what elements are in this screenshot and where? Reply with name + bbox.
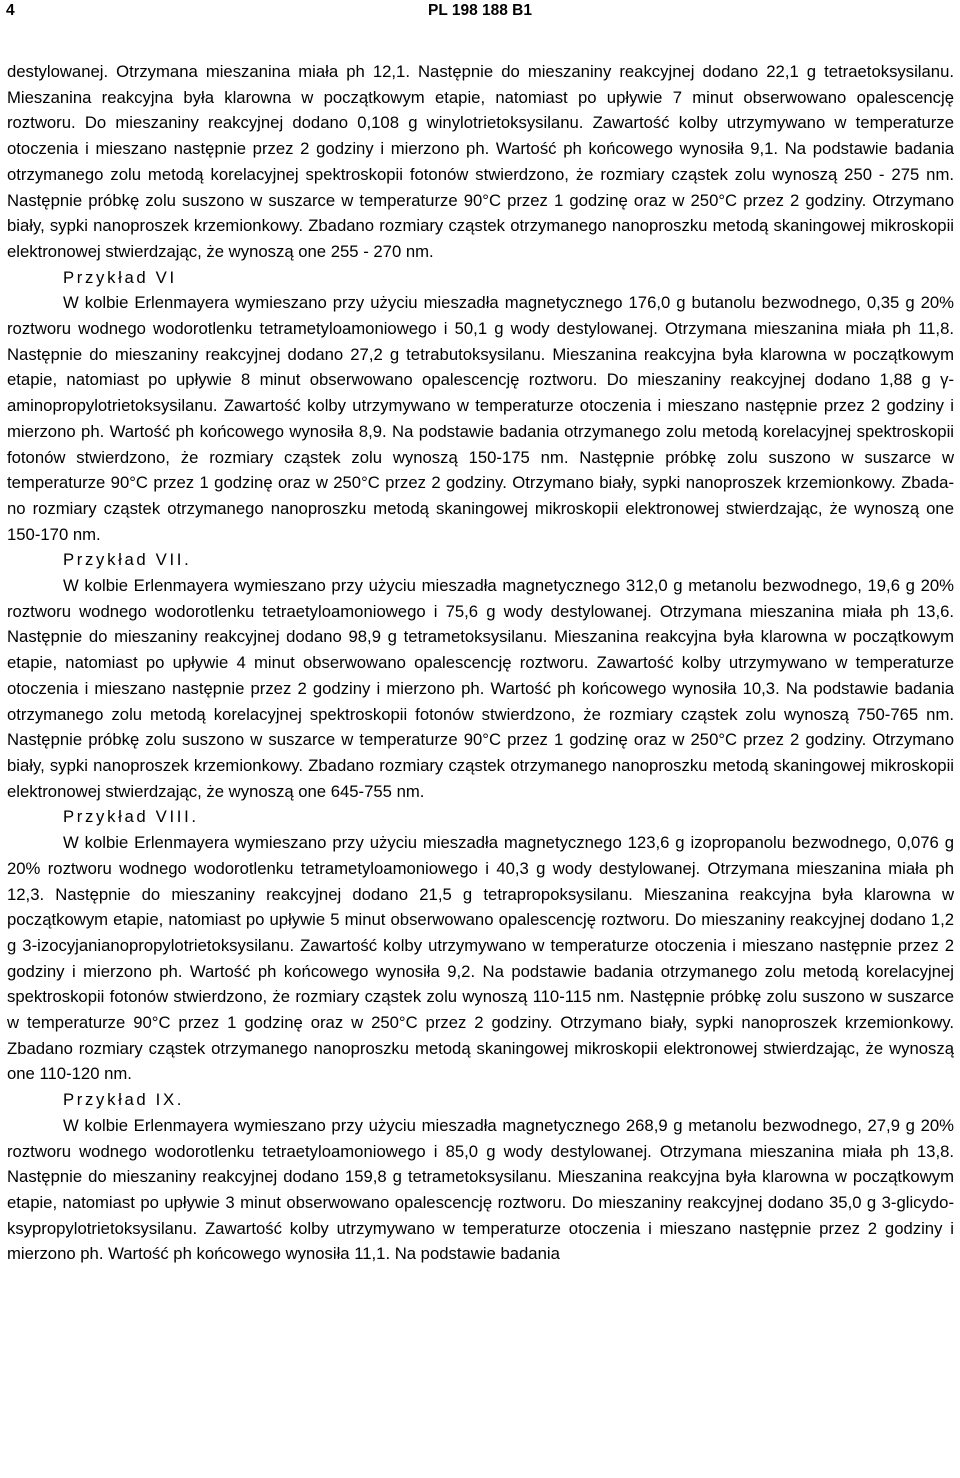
page-number: 4 — [6, 2, 15, 19]
example-paragraph: W kolbie Erlenmayera wymieszano przy użyciu mieszadła magnetycznego 312,0 g metanolu bezwodnego, 19,6 g 20% roztworu wodnego wodorotlenku tetraetyloamoniowego i 75,6 g wody destylowanej. Otrzymana mieszanina miała ph 13,6. Następnie do mieszaniny reakcyjnej dodano 98,9 g tetrametoksysilanu. Mieszanina reakcyjna była klarowna w początkowym etapie, natomiast po upływie 4 minut obserwowano opalescencję roztworu. Zawartość kolby utrzymywano w temperaturze otoczenia i mieszano następnie przez 2 godziny i mierzono ph. Wartość ph końcowego wynosiła 10,3. Na podstawie badania otrzymanego zolu metodą korelacyjnej spektroskopii fotonów stwierdzono, że rozmiary cząstek zolu wynoszą 750-765 nm. Następnie próbkę zolu suszono w suszarce w temperaturze 90°C przez 1 godzinę oraz w 250°C przez 2 godziny. Otrzymano biały, sypki nanoproszek krzemionkowy. Zbadano rozmiary cząstek otrzymanego nanoproszku metodą skaningowej mikroskopii elektronowej stwierdzając, że wynoszą one 645-755 nm. — [7, 576, 954, 801]
patent-number: PL 198 188 B1 — [428, 2, 532, 19]
example-heading: Przykład IX. — [63, 1090, 185, 1110]
example-heading: Przykład VII. — [63, 550, 192, 570]
example-paragraph: W kolbie Erlenmayera wymieszano przy użyciu mieszadła magnetycznego 123,6 g izopropanolu bezwodnego, 0,076 g 20% roztworu wodnego wodorotlenku tetrametyloamoniowego i 40,3 g wody destylowanej. Otrzymana mieszanina miała ph 12,3. Następnie do mieszaniny reakcyjnej dodano 21,5 g tetrapropoksysilanu. Mieszanina reakcyjna była klarowna w początkowym etapie, natomiast po upływie 5 minut obserwowano opalescencję roztworu. Do mieszaniny reakcyjnej dodano 1,2 g 3-izocyjanianopropylotrietoksysilanu. Zawartość kolby utrzymywano w temperaturze otoczenia i mieszano następnie przez 2 godziny i mierzono ph. Wartość ph końcowego wynosiła 9,2. Na podstawie badania otrzymanego zolu metodą korelacyjnej spektroskopii fotonów stwierdzono, że rozmiary cząstek zolu wynoszą 110-115 nm. Następnie próbkę zolu suszono w suszarce w temperaturze 90°C przez 1 godzinę oraz w 250°C przez 2 godziny. Otrzymano biały, sypki nanoproszek krzemionkowy. Zbadano rozmiary cząstek otrzymanego nanoproszku metodą skaningowej mikroskopii elektronowej stwierdzając, że wynoszą one 110-120 nm. — [7, 833, 954, 1084]
page-header — [6, 2, 954, 24]
document-body — [7, 59, 954, 1267]
example-paragraph: W kolbie Erlenmayera wymieszano przy użyciu mieszadła magnetycznego 268,9 g metanolu bezwodnego, 27,9 g 20% roztworu wodnego wodorotlenku tetraetyloamoniowego i 85,0 g wody destylowanej. Otrzymana mieszanina miała ph 13,8. Następnie do mieszaniny reakcyjnej dodano 159,8 g tetrametoksysilanu. Mieszanina reakcyjna była klarowna w początkowym etapie, natomiast po upływie 3 minut obserwowano opalescencję roztworu. Do mieszaniny reakcyjnej dodano 35,0 g 3-glicydoksypropylotrietoksysilanu. Zawartość kolby utrzymywano w temperaturze otoczenia i mieszano następnie przez 2 godziny i mierzono ph. Wartość ph końcowego wynosiła 11,1. Na podstawie badania — [7, 1115, 954, 1264]
example-heading: Przykład VI — [63, 267, 177, 287]
example-heading: Przykład VIII. — [63, 807, 199, 827]
continuation-paragraph: destylowanej. Otrzymana mieszanina miała ph 12,1. Następnie do mieszaniny reakcyjnej dodano 22,1 g tetraetoksysilanu. Mieszanina reakcyjna była klarowna w początkowym etapie, natomiast po upływie 7 minut obserwowano opalescencję roztworu. Do mieszaniny reakcyjnej dodano 0,108 g winylotrietoksysilanu. Zawartość kolby utrzymywano w temperaturze otoczenia i mieszano następnie przez 2 godziny i mierzono ph. Wartość ph końcowego wynosiła 9,1. Na podstawie badania otrzymanego zolu metodą korelacyjnej spektroskopii fotonów stwierdzono, że rozmiary cząstek zolu wynoszą 250 - 275 nm. Następnie próbkę zolu suszono w suszarce w temperaturze 90°C przez 1 godzinę oraz w 250°C przez 2 godziny. Otrzymano biały, sypki nanoproszek krzemionkowy. Zbadano rozmiary cząstek otrzymanego nanoproszku metodą skaningowej mikroskopii elektronowej stwierdzając, że wynoszą one 255 - 270 nm. — [7, 62, 954, 261]
example-paragraph: W kolbie Erlenmayera wymieszano przy użyciu mieszadła magnetycznego 176,0 g butanolu bezwodnego, 0,35 g 20% roztworu wodnego wodorotlenku tetrametyloamoniowego i 50,1 g wody destylowanej. Otrzymana mieszanina miała ph 11,8. Następnie do mieszaniny reakcyjnej dodano 27,2 g tetrabutoksysilanu. Mieszanina reakcyjna była klarowna w początkowym etapie, natomiast po upływie 8 minut obserwowano opalescencję roztworu. Do mieszaniny reakcyjnej dodano 1,88 g γ-aminopropylotrietoksysilanu. Zawartość kolby utrzymywano w temperaturze otoczenia i mieszano następnie przez 2 godziny i mierzono ph. Wartość ph końcowego wynosiła 8,9. Na podstawie badania otrzymanego zolu metodą korelacyjnej spektroskopii fotonów stwierdzono, że rozmiary cząstek zolu wynoszą 150-175 nm. Następnie próbkę zolu suszono w suszarce w temperaturze 90°C przez 1 godzinę oraz w 250°C przez 2 godziny. Otrzymano biały, sypki nanoproszek krzemionkowy. Zbadano rozmiary cząstek otrzymanego nanoproszku metodą skaningowej mikroskopii elektronowej stwierdzając, że wynoszą one 150-170 nm. — [7, 293, 954, 544]
